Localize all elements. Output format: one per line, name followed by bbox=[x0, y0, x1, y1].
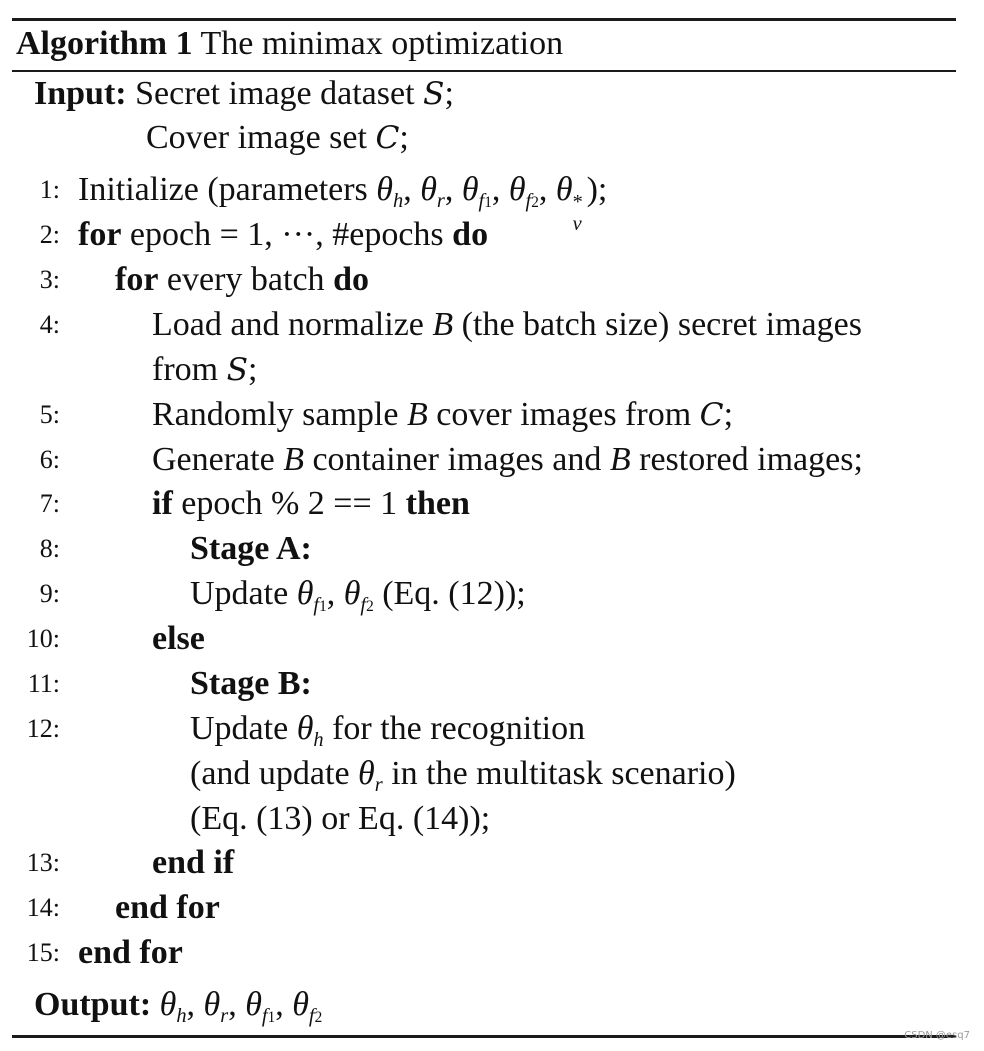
dataset-symbol-s: S bbox=[226, 352, 249, 388]
sub: 1 bbox=[267, 1009, 276, 1027]
step-text: (Eq. (12)); bbox=[373, 575, 526, 612]
theta: θ bbox=[245, 986, 262, 1023]
keyword: end for bbox=[78, 934, 183, 971]
sub: 1 bbox=[319, 598, 327, 616]
set-symbol-c: C bbox=[699, 397, 724, 433]
line-number: 11: bbox=[27, 669, 60, 698]
step-text: epoch = 1, ···, #epochs bbox=[121, 216, 453, 253]
sub: f bbox=[308, 1005, 315, 1028]
theta: θ bbox=[203, 986, 221, 1023]
theta: θ bbox=[420, 171, 437, 208]
punct: ); bbox=[586, 171, 608, 208]
step-text: epoch % 2 == 1 bbox=[172, 485, 406, 522]
sub: 2 bbox=[314, 1009, 323, 1027]
sub: r bbox=[436, 190, 445, 213]
step-text: every batch bbox=[158, 261, 334, 298]
punct: ; bbox=[399, 119, 409, 156]
keyword: end for bbox=[115, 889, 220, 926]
sub: v bbox=[572, 213, 582, 235]
sub: f bbox=[261, 1005, 268, 1028]
line-number: 8: bbox=[39, 534, 60, 563]
input-line-2 bbox=[146, 118, 409, 158]
step-text: from bbox=[152, 351, 227, 388]
keyword: for bbox=[78, 216, 122, 253]
theta: θ bbox=[555, 171, 573, 208]
line-number: 10: bbox=[26, 624, 60, 653]
theta: θ bbox=[508, 171, 526, 208]
line-number: 7: bbox=[39, 489, 60, 518]
algorithm-caption bbox=[16, 24, 563, 64]
keyword: for bbox=[115, 261, 159, 298]
sub: f bbox=[478, 190, 485, 213]
step-text: Update bbox=[190, 710, 297, 747]
sub: 2 bbox=[366, 598, 374, 616]
input-text-2: Cover image set bbox=[146, 119, 376, 156]
theta: θ bbox=[358, 755, 375, 792]
watermark: CSDN @esq7 bbox=[904, 1030, 970, 1041]
punct: ; bbox=[444, 75, 454, 112]
line-number: 5: bbox=[39, 400, 60, 429]
line-number: 9: bbox=[39, 579, 60, 608]
theta: θ bbox=[159, 986, 177, 1023]
var-b: B bbox=[283, 441, 304, 478]
theta: θ bbox=[292, 986, 309, 1023]
var-b: B bbox=[406, 396, 428, 433]
keyword: end if bbox=[152, 844, 235, 881]
line-number: 6: bbox=[39, 445, 60, 474]
line-number: 12: bbox=[26, 714, 60, 743]
keyword: if bbox=[152, 485, 173, 522]
caption-rule bbox=[12, 70, 956, 72]
line-number: 15: bbox=[26, 938, 60, 967]
line-number: 2: bbox=[39, 220, 60, 249]
line-number: 13: bbox=[26, 848, 60, 877]
line-number: 1: bbox=[39, 175, 60, 204]
var-b: B bbox=[432, 306, 454, 343]
step-text: (the batch size) secret images bbox=[453, 306, 862, 343]
step-text: Initialize (parameters bbox=[78, 171, 377, 208]
bottom-rule bbox=[12, 1035, 956, 1038]
step-text: Randomly sample bbox=[152, 396, 407, 433]
dataset-symbol-s: S bbox=[423, 76, 445, 112]
input-line bbox=[34, 74, 454, 114]
set-symbol-c: C bbox=[375, 120, 400, 156]
step-text: Generate bbox=[152, 441, 284, 478]
sub: h bbox=[313, 729, 324, 752]
keyword: else bbox=[152, 620, 205, 657]
step-text: in the multitask scenario) bbox=[382, 755, 736, 792]
stage-a-label: Stage A: bbox=[190, 530, 312, 567]
sub: 1 bbox=[484, 194, 492, 212]
output-label: Output: bbox=[34, 986, 152, 1023]
sub: r bbox=[374, 774, 383, 797]
step-text: cover images from bbox=[427, 396, 700, 433]
keyword: do bbox=[333, 261, 369, 298]
keyword: do bbox=[452, 216, 489, 253]
theta: θ bbox=[296, 575, 314, 612]
keyword: then bbox=[405, 485, 470, 522]
step-text: restored images; bbox=[630, 441, 863, 478]
theta: θ bbox=[343, 575, 361, 612]
sub: 2 bbox=[531, 194, 539, 212]
step-text: for the recognition bbox=[323, 710, 586, 747]
algorithm-label: Algorithm 1 bbox=[16, 25, 193, 62]
step-text: container images and bbox=[303, 441, 610, 478]
sub: f bbox=[313, 594, 320, 617]
top-rule bbox=[12, 18, 956, 21]
sub: r bbox=[220, 1005, 229, 1028]
step-text: (and update bbox=[190, 755, 359, 792]
step-text: Update bbox=[190, 575, 297, 612]
step-text: (Eq. (13) or Eq. (14)); bbox=[190, 800, 491, 837]
line-number: 4: bbox=[39, 310, 60, 339]
var-b: B bbox=[609, 441, 631, 478]
theta: θ bbox=[461, 171, 479, 208]
punct: ; bbox=[248, 351, 258, 388]
algorithm-title: The minimax optimization bbox=[200, 25, 564, 62]
input-label: Input: bbox=[34, 75, 127, 112]
sub: f bbox=[360, 594, 367, 617]
line-number: 14: bbox=[26, 893, 60, 922]
sup: * bbox=[572, 191, 583, 213]
sub: f bbox=[525, 190, 532, 213]
theta: θ bbox=[296, 710, 314, 747]
step-text: Load and normalize bbox=[152, 306, 433, 343]
sub: h bbox=[392, 190, 404, 213]
output-line: Output: $\theta_h$, $\theta_r$, $\theta_{f1}$, $\theta_{f2}$ bbox=[34, 986, 323, 1028]
input-text-1: Secret image dataset bbox=[135, 75, 424, 112]
punct: ; bbox=[723, 396, 734, 433]
line-number: 3: bbox=[39, 265, 60, 294]
theta: θ bbox=[376, 171, 393, 208]
sub: h bbox=[176, 1005, 187, 1028]
stage-b-label: Stage B: bbox=[190, 665, 312, 702]
